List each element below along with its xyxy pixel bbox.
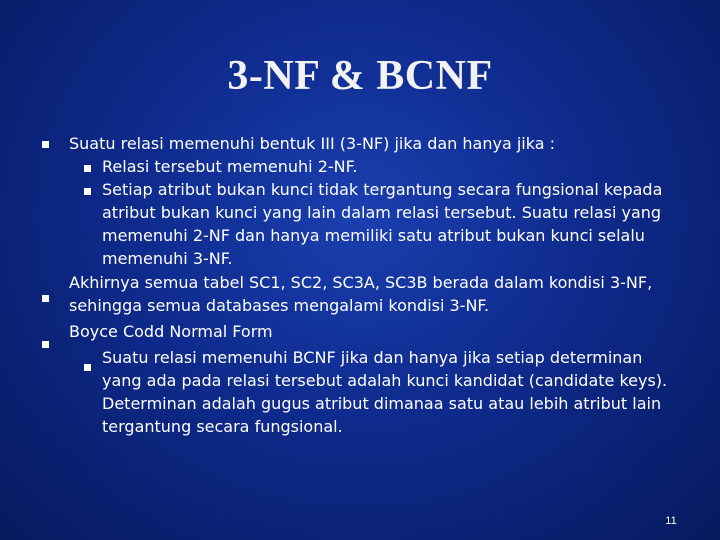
bullet-text: Boyce Codd Normal Form <box>69 322 273 341</box>
slide-title: 3-NF & BCNF <box>227 53 493 99</box>
sub-bullet-text: Suatu relasi memenuhi BCNF jika dan hanya jika setiap determinan yang ada pada relasi tersebut adalah kunci kandidat (candidate keys). Determinan adalah gugus atribut dimanaa satu atau lebih atribut lain tergantung secara fungsional. <box>102 348 668 436</box>
bullet-text: Akhirnya semua tabel SC1, SC2, SC3A, SC3B berada dalam kondisi 3-NF, sehingga semua databases mengalami kondisi 3-NF. <box>69 273 653 315</box>
square-bullet-icon <box>84 188 91 195</box>
sub-bullet-text: Relasi tersebut memenuhi 2-NF. <box>102 157 358 176</box>
square-bullet-icon <box>42 341 49 348</box>
page-number: 11 <box>665 515 677 527</box>
square-bullet-icon <box>84 165 91 172</box>
square-bullet-icon <box>84 364 91 371</box>
sub-bullet-text: Setiap atribut bukan kunci tidak tergantung secara fungsional kepada atribut bukan kunci yang lain dalam relasi tersebut. Suatu relasi yang memenuhi 2-NF dan hanya memiliki satu atribut bukan kunci selalu memenuhi 3-NF. <box>102 180 663 268</box>
bullet-text: Suatu relasi memenuhi bentuk III (3-NF) jika dan hanya jika : <box>69 134 555 153</box>
square-bullet-icon <box>42 141 49 148</box>
square-bullet-icon <box>42 295 49 302</box>
